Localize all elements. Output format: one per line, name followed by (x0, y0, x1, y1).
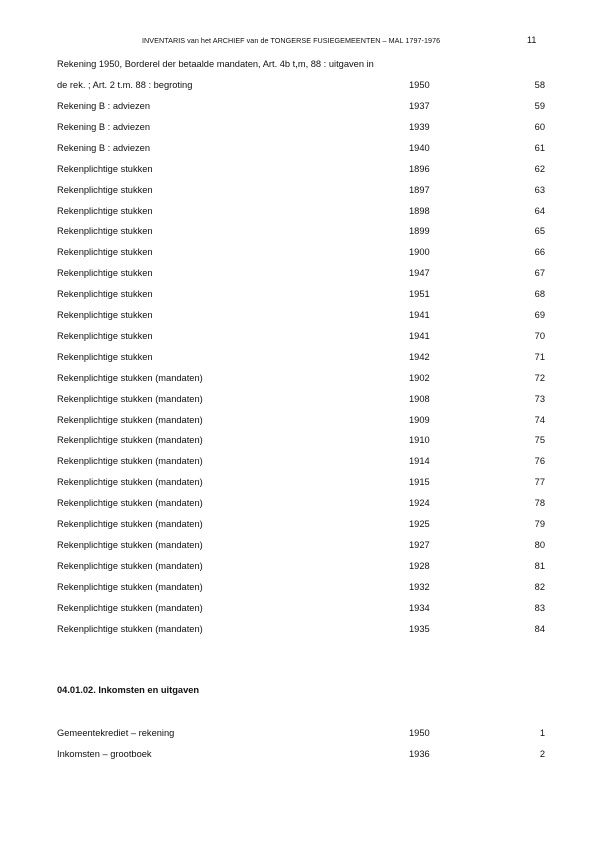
table-row (57, 393, 545, 405)
table-row (57, 309, 545, 321)
item-number: 71 (534, 351, 545, 362)
item-description: Rekenplichtige stukken (57, 247, 153, 258)
item-year: 1941 (409, 330, 430, 341)
item-description: Rekening B : adviezen (57, 121, 151, 132)
intro-year: 1950 (409, 80, 430, 90)
table-row (57, 539, 545, 551)
item-description: Rekenplichtige stukken (mandaten) (57, 372, 203, 383)
item-year: 1940 (409, 142, 430, 153)
item-description: Rekenplichtige stukken (57, 289, 153, 300)
page-number: 11 (527, 35, 537, 45)
item-year: 1935 (409, 623, 430, 634)
item-description: Rekenplichtige stukken (57, 351, 153, 362)
intro-line-2: de rek. ; Art. 2 t.m. 88 : begroting (57, 80, 193, 90)
table-row (57, 330, 545, 342)
table-row (57, 623, 545, 635)
item-description: Rekenplichtige stukken (mandaten) (57, 539, 203, 550)
table-row (57, 581, 545, 593)
item-number: 68 (534, 289, 545, 300)
item-year: 1927 (409, 539, 430, 550)
item-year: 1897 (409, 184, 430, 195)
intro-line-1: Rekening 1950, Borderel der betaalde mandaten, Art. 4b t,m, 88 : uitgaven in (57, 59, 374, 69)
item-year: 1908 (409, 393, 430, 404)
item-number: 75 (534, 435, 545, 446)
table-row (57, 246, 545, 258)
item-number: 63 (534, 184, 545, 195)
item-year: 1900 (409, 247, 430, 258)
table-row (57, 497, 545, 509)
item-description: Rekenplichtige stukken (mandaten) (57, 414, 203, 425)
item-year: 1924 (409, 498, 430, 509)
item-year: 1925 (409, 519, 430, 529)
item-description: Gemeentekrediet – rekening (57, 728, 175, 738)
item-number: 84 (534, 623, 545, 634)
item-description: Rekenplichtige stukken (57, 268, 153, 279)
item-description: Rekenplichtige stukken (57, 310, 153, 320)
table-row (57, 455, 545, 467)
table-row (57, 414, 545, 426)
item-number: 62 (534, 163, 545, 174)
item-year: 1898 (409, 205, 430, 216)
item-year: 1936 (409, 748, 430, 759)
table-row (57, 225, 545, 237)
item-year: 1937 (409, 101, 430, 111)
item-description: Inkomsten – grootboek (57, 748, 152, 759)
item-description: Rekening B : adviezen (57, 142, 151, 153)
item-number: 64 (534, 205, 545, 216)
item-number: 66 (534, 247, 545, 258)
item-description: Rekenplichtige stukken (mandaten) (57, 393, 203, 404)
item-description: Rekenplichtige stukken (mandaten) (57, 581, 203, 592)
item-number: 77 (534, 477, 545, 488)
item-year: 1914 (409, 456, 430, 467)
intro-row (57, 79, 545, 91)
item-year: 1951 (409, 289, 430, 300)
item-description: Rekenplichtige stukken (57, 226, 153, 237)
item-number: 65 (534, 226, 545, 237)
item-year: 1932 (409, 581, 430, 592)
item-year: 1896 (409, 163, 430, 174)
item-number: 72 (534, 372, 545, 383)
item-description: Rekenplichtige stukken (mandaten) (57, 435, 203, 446)
item-number: 79 (534, 519, 545, 529)
item-description: Rekenplichtige stukken (mandaten) (57, 456, 203, 467)
table-row (57, 476, 545, 488)
item-number: 78 (534, 498, 545, 509)
item-year: 1934 (409, 602, 430, 613)
item-description: Rekenplichtige stukken (mandaten) (57, 560, 203, 571)
item-year: 1947 (409, 268, 430, 279)
header-title: INVENTARIS van het ARCHIEF van de TONGERSE FUSIEGEMEENTEN – MAL 1797-1976 (142, 36, 441, 45)
item-year: 1950 (409, 728, 430, 738)
item-description: Rekenplichtige stukken (57, 330, 153, 341)
item-number: 69 (534, 310, 545, 320)
table-row (57, 184, 545, 196)
item-year: 1939 (409, 121, 430, 132)
page-header (0, 36, 595, 48)
item-description: Rekenplichtige stukken (mandaten) (57, 519, 203, 529)
item-year: 1915 (409, 477, 430, 488)
table-row (57, 351, 545, 363)
item-number: 67 (534, 268, 545, 279)
item-number: 61 (534, 142, 545, 153)
item-number: 80 (534, 539, 545, 550)
item-number: 73 (534, 393, 545, 404)
item-description: Rekenplichtige stukken (mandaten) (57, 477, 203, 488)
item-number: 2 (539, 748, 545, 759)
item-number: 70 (534, 330, 545, 341)
item-number: 74 (534, 414, 545, 425)
table-row (57, 748, 545, 760)
table-row (57, 288, 545, 300)
table-row (57, 602, 545, 614)
item-year: 1899 (409, 226, 430, 237)
item-description: Rekenplichtige stukken (mandaten) (57, 498, 203, 509)
item-description: Rekenplichtige stukken (57, 205, 153, 216)
item-year: 1928 (409, 560, 430, 571)
item-number: 60 (534, 121, 545, 132)
item-description: Rekenplichtige stukken (57, 184, 153, 195)
table-row (57, 727, 545, 739)
table-row (57, 560, 545, 572)
item-description: Rekenplichtige stukken (57, 163, 153, 174)
item-year: 1910 (409, 435, 430, 446)
table-row (57, 121, 545, 133)
item-number: 83 (534, 602, 545, 613)
table-row (57, 518, 545, 530)
item-description: Rekening B : adviezen (57, 101, 151, 111)
item-number: 82 (534, 581, 545, 592)
table-row (57, 434, 545, 446)
item-year: 1909 (409, 414, 430, 425)
item-number: 1 (539, 728, 545, 738)
item-year: 1941 (409, 310, 430, 320)
table-row (57, 142, 545, 154)
item-number: 76 (534, 456, 545, 467)
item-year: 1942 (409, 351, 430, 362)
table-row (57, 372, 545, 384)
item-description: Rekenplichtige stukken (mandaten) (57, 602, 203, 613)
table-row (57, 267, 545, 279)
section-heading: 04.01.02. Inkomsten en uitgaven (57, 685, 200, 695)
table-row (57, 163, 545, 175)
item-number: 59 (534, 101, 545, 111)
item-description: Rekenplichtige stukken (mandaten) (57, 623, 203, 634)
table-row (57, 100, 545, 112)
item-number: 81 (534, 560, 545, 571)
item-year: 1902 (409, 372, 430, 383)
table-row (57, 205, 545, 217)
intro-number: 58 (534, 80, 545, 90)
